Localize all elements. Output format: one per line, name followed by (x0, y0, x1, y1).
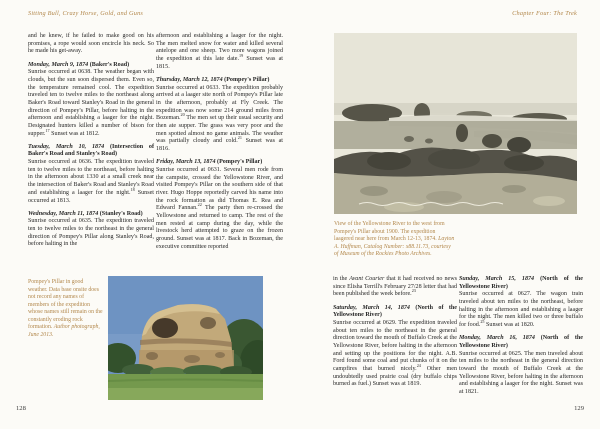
caption-text: View of the Yellowstone River to the west from Pompey's Pillar about 1900. The expedition laagered near here from March 12-13, 1874. (334, 221, 445, 243)
journal-entry: Monday, March 16, 1874 (North of the Yellowstone River) Sunrise occurred at 0625. The men traveled about ten miles to the northeast in the general direction toward the mouth of Buffalo Creek at the Yellowstone River, before halting in the afternoon and establishing a laager for the night. Sunset was at 1821. (459, 335, 583, 395)
page-number-left: 128 (16, 405, 26, 412)
journal-entry: Wednesday, March 11, 1874 (Stanley's Road) Sunrise occurred at 0635. The expedition traveled ten to twelve miles to the northeast in the general direction of Pompey's Pillar along Stanley's Road, before halting in the (28, 210, 154, 248)
entry-heading: Wednesday, March 11, 1874 (Stanley's Road) (28, 210, 143, 217)
pompeys-pillar-photo (108, 276, 263, 400)
running-title-right: Chapter Four: The Trek (512, 10, 577, 17)
journal-entry: Monday, March 9, 1874 (Baker's Road) Sunrise occurred at 0638. The weather began with clouds, but the sun soon dispersed them. Even so, the temperature remained cool. The expedition traveled ten to twelve miles to the northeast along Baker's Road toward Stanley's Road in the general direction of Pompey's Pillar, before halting in the afternoon and establishing a laager for the night. Designated hunters killed a number of bison for supper.$^{17}$ Sunset was at 1812. (28, 61, 154, 137)
caption-credit: Author photograph, June 2013. (28, 324, 100, 338)
left-page-column-2 (156, 33, 283, 257)
entry-heading: Thursday, March 12, 1874 (Pompey's Pillar) (156, 76, 270, 83)
journal-entry: in the Avant Courier that it had received no news since Elisha Terrill's February 27/28 letter that had been published the week before.$^{23}$ (333, 276, 458, 298)
left-photo-caption (28, 279, 103, 339)
left-page-column-1 (28, 33, 154, 255)
right-photo-caption (334, 221, 456, 259)
caption-text: Pompey's Pillar in good weather. Data base onsite does not record any names of members of the expedition whose names still remain on the constantly eroding rock formation. (28, 279, 103, 331)
entry-heading: Monday, March 9, 1874 (Baker's Road) (28, 61, 130, 68)
entry-heading: Friday, March 13, 1874 (Pompey's Pillar) (156, 159, 263, 166)
caption-credit: Layton A. Huffman, Catalog Number: x88.11.73, courtesy of Museum of the Rockies Photo Archives. (334, 236, 455, 258)
journal-entry: Saturday, March 14, 1874 (North of the Yellowstone River) Sunrise occurred at 0629. The expedition traveled about ten miles to the northeast in the general direction toward the mouth of Buffalo Creek at the Yellowstone River, before halting in the afternoon and setting up the positions for the night. A.B. Ford found some coal and put chunks of it on the campfires that burned nicely.$^{24}$ Other men undoubtedly used prairie coal (dry buffalo chips burned as fuel.) Sunset was at 1819. (333, 304, 458, 388)
entry-heading: Tuesday, March 10, 1874 (Intersection of Baker's Road and Stanley's Road) (28, 143, 154, 158)
journal-entry: Friday, March 13, 1874 (Pompey's Pillar) Sunrise occurred at 0631. Several men rode from the campsite, crossed the Yellowstone River, and visited Pompey's Pillar on the southern side of that river. Hugo Hoppe reportedly carved his name into the rock formation as did Thomas E. Rea and Edward Fannan.$^{22}$ The party then re-crossed the Yellowstone and returned to camp. The rest of the men rested at camp during the day, while the livestock herd attempted to graze on the frozen ground. Sunset was at 1817. Back in Bozeman, the executive committee reported (156, 159, 283, 250)
yellowstone-river-photo (334, 33, 577, 214)
journal-entry: Sunday, March 15, 1874 (North of the Yellowstone River) Sunrise occurred at 0627. The wagon train traveled about ten miles to the northeast, before halting in the afternoon and establishing a laager for the night. The men killed two or three buffalo for food.$^{25}$ Sunset was at 1820. (459, 276, 583, 329)
page-number-right: 129 (574, 405, 584, 412)
right-page-column-2 (459, 276, 583, 402)
journal-entry: and he knew, if he failed to make good on his promises, a rope would soon encircle his neck. So he made his get-away. (28, 33, 154, 55)
journal-entry: Thursday, March 12, 1874 (Pompey's Pillar) Sunrise occurred at 0633. The expedition probably arrived at a laager site north of Pompey's Pillar late in the afternoon, probably at Fly Creek. The expedition was now some 214 ground miles from Bozeman.$^{20}$ The men set up their usual security and then ate supper. The grass was very poor and the men spotted almost no game animals. The weather was partially cloudy and cold.$^{21}$ Sunset was at 1816. (156, 76, 283, 152)
right-page-column-1 (333, 276, 457, 394)
running-title-left: Sitting Bull, Crazy Horse, Gold, and Guns (28, 10, 144, 17)
entry-heading: Sunday, March 15, 1874 (North of the Yellowstone River) (459, 276, 583, 290)
entry-heading: Monday, March 16, 1874 (North of the Yellowstone River) (459, 335, 583, 349)
journal-entry: Tuesday, March 10, 1874 (Intersection of Baker's Road and Stanley's Road) Sunrise occurred at 0636. The expedition traveled ten to twelve miles to the northeast, before halting in the afternoon about 1330 at a small creek near the intersection of Baker's Road and Stanley's Road and establishing a laager for the night.$^{18}$ Sunset occurred at 1813. (28, 143, 154, 204)
journal-entry: afternoon and establishing a laager for the night. The men melted snow for water and killed several antelope and one sheep. Two more wagons joined the expedition at this late date.$^{19}$ Sunset was at 1815. (156, 33, 283, 70)
entry-heading: Saturday, March 14, 1874 (North of the Yellowstone River) (333, 304, 458, 319)
